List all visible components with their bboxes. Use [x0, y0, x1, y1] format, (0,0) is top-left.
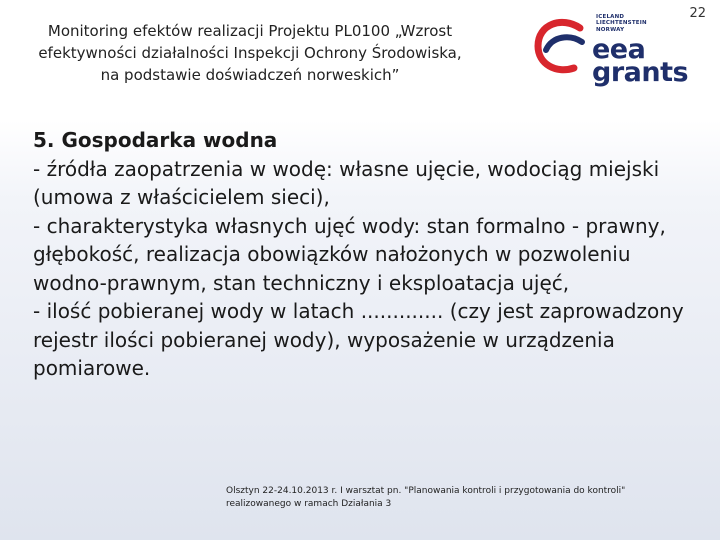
body-paragraph: - charakterystyka własnych ujęć wody: stan formalno - prawny, głębokość, realizacja obowiązków nałożonych w pozwoleniu wodno-prawnym, stan techniczny i eksploatacja ujęć, [33, 213, 666, 295]
logo-countries [596, 14, 647, 33]
eea-grants-swoosh-icon [532, 12, 592, 88]
body-paragraph: - ilość pobieranej wody w latach ............. (czy jest zaprowadzony rejestr ilości pobieranej wody), wyposażenie w urządzenia pomiarowe. [33, 299, 684, 380]
slide-body [33, 126, 688, 383]
title-line: Monitoring efektów realizacji Projektu PL0100 „Wzrost [47, 22, 453, 40]
title-line: efektywności działalności Inspekcji Ochrony Środowiska, [38, 44, 462, 62]
title-line: na podstawie doświadczeń norweskich” [100, 66, 400, 84]
section-heading: 5. Gospodarka wodna [33, 128, 278, 152]
logo-country: NORWAY [596, 26, 625, 33]
logo-word-eea: eea [592, 34, 646, 65]
footer-line: Olsztyn 22-24.10.2013 r. I warsztat pn. "Planowania kontroli i przygotowania do kontroli" [226, 486, 626, 496]
footer-line: realizowanego w ramach Działania 3 [226, 499, 392, 509]
footer-note [226, 485, 696, 511]
eea-grants-logo [532, 12, 689, 88]
slide-title [10, 20, 490, 86]
logo-country: ICELAND [596, 14, 625, 20]
logo-country: LIECHTENSTEIN [596, 20, 647, 27]
page-number: 22 [689, 6, 706, 21]
logo-word-grants: grants [592, 57, 689, 88]
body-paragraph: - źródła zaopatrzenia w wodę: własne ujęcie, wodociąg miejski (umowa z właścicielem sieci), [33, 156, 660, 209]
